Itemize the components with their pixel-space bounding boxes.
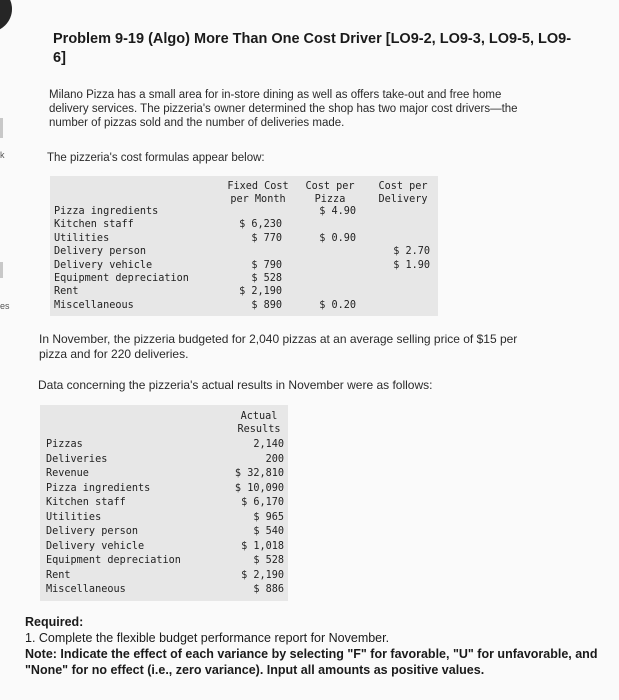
fixed-header-line-2: per Month [230,194,286,205]
actual-row-value: 2,140 [253,439,284,450]
intro-paragraph: Milano Pizza has a small area for in-store dining as well as offers take-out and free home delivery services. The pizzeria's owner determined the shop has two major cost drivers—the number of pizzas sold and the number of deliveries made. [49,89,518,129]
cost-per-delivery-header [372,180,434,206]
actual-row [40,555,288,568]
actual-header-line-1: Actual [240,411,278,422]
actual-row [40,541,288,554]
edge-text-fragment-1: k [0,150,5,160]
actual-row [40,584,288,597]
delivery-cost-value: $ 1.90 [393,259,430,271]
actual-row-value: $ 2,190 [241,569,284,581]
fixed-cost-value: $ 2,190 [239,286,282,298]
pizza-cost-value: $ 0.20 [319,299,356,311]
edge-circle-graphic [0,0,12,32]
actual-row [40,512,288,525]
actual-results-intro: Data concerning the pizzeria's actual results in November were as follows: [38,378,433,392]
actual-row [40,526,288,539]
delivery-header-line-2: Delivery [378,194,428,205]
actual-row [40,454,288,467]
pizza-cost-value: $ 4.90 [319,206,356,217]
actual-header-line-2: Results [237,424,281,435]
budget-paragraph: In November, the pizzeria budgeted for 2,040 pizzas at an average selling price of $15 per pizza and for 220 deliveries. [39,332,518,361]
actual-row-label: Rent [46,569,71,581]
cost-row [50,233,438,246]
cost-row [50,273,438,286]
cost-row [50,206,438,219]
cost-row-label: Utilities [54,232,110,244]
actual-results-table [40,405,288,601]
fixed-cost-value: $ 6,230 [239,219,282,231]
actual-row-label: Kitchen staff [46,497,126,508]
fixed-cost-value: $ 528 [251,273,282,284]
actual-row-value: $ 540 [253,526,284,537]
actual-row [40,497,288,510]
actual-results-header [230,410,288,436]
actual-row-label: Delivery vehicle [46,540,145,552]
actual-row [40,468,288,481]
actual-row-label: Equipment depreciation [46,555,181,566]
required-item-1: 1. Complete the flexible budget performance report for November. [25,631,390,645]
actual-row-value: $ 886 [253,584,284,595]
cost-row [50,219,438,232]
cost-row-label: Rent [54,286,79,298]
actual-row-value: $ 1,018 [241,540,284,552]
actual-row-value: 200 [265,453,284,465]
edge-divider [0,262,3,278]
fixed-cost-value: $ 890 [251,299,282,311]
actual-row [40,570,288,583]
actual-row-label: Pizza ingredients [46,482,151,494]
fixed-header-line-1: Fixed Cost [227,181,289,192]
cost-row [50,246,438,259]
cost-row [50,300,438,313]
actual-row [40,483,288,496]
required-note: Note: Indicate the effect of each variance by selecting "F" for favorable, "U" for unfavorable, and "None" for no effect (i.e., zero variance). Input all amounts as positive values. [25,647,598,677]
actual-row-label: Delivery person [46,526,139,537]
actual-row-label: Utilities [46,511,102,523]
delivery-cost-value: $ 2.70 [393,246,430,258]
formulas-intro: The pizzeria's cost formulas appear below: [47,152,265,164]
cost-row-label: Pizza ingredients [54,206,159,217]
cost-row-label: Miscellaneous [54,299,134,311]
required-heading: Required: [25,615,84,629]
cost-row-label: Kitchen staff [54,219,134,231]
pizza-cost-value: $ 0.90 [319,232,356,244]
actual-row-label: Pizzas [46,439,83,450]
required-section [25,614,605,678]
actual-row-value: $ 528 [253,555,284,566]
edge-divider [0,118,3,138]
cost-formula-table [50,176,438,316]
fixed-cost-value: $ 790 [251,259,282,271]
problem-title: Problem 9-19 (Algo) More Than One Cost Driver [LO9-2, LO9-3, LO9-5, LO9-6] [53,31,572,66]
actual-row-label: Revenue [46,468,89,479]
cost-row [50,260,438,273]
actual-row [40,439,288,452]
actual-row-label: Deliveries [46,453,108,465]
cost-per-pizza-header [300,180,360,206]
actual-row-value: $ 965 [253,511,284,523]
pizza-header-line-1: Cost per [305,181,355,192]
actual-row-value: $ 10,090 [234,482,284,494]
fixed-cost-value: $ 770 [251,232,282,244]
fixed-cost-header [220,180,296,206]
actual-row-value: $ 32,810 [234,468,284,479]
cost-row-label: Delivery vehicle [54,259,153,271]
delivery-header-line-1: Cost per [378,181,428,192]
actual-row-value: $ 6,170 [241,497,284,508]
pizza-header-line-2: Pizza [314,194,346,205]
cost-row-label: Equipment depreciation [54,273,189,284]
actual-row-label: Miscellaneous [46,584,126,595]
cost-row [50,286,438,299]
edge-text-fragment-2: es [0,301,10,311]
cost-row-label: Delivery person [54,246,147,258]
